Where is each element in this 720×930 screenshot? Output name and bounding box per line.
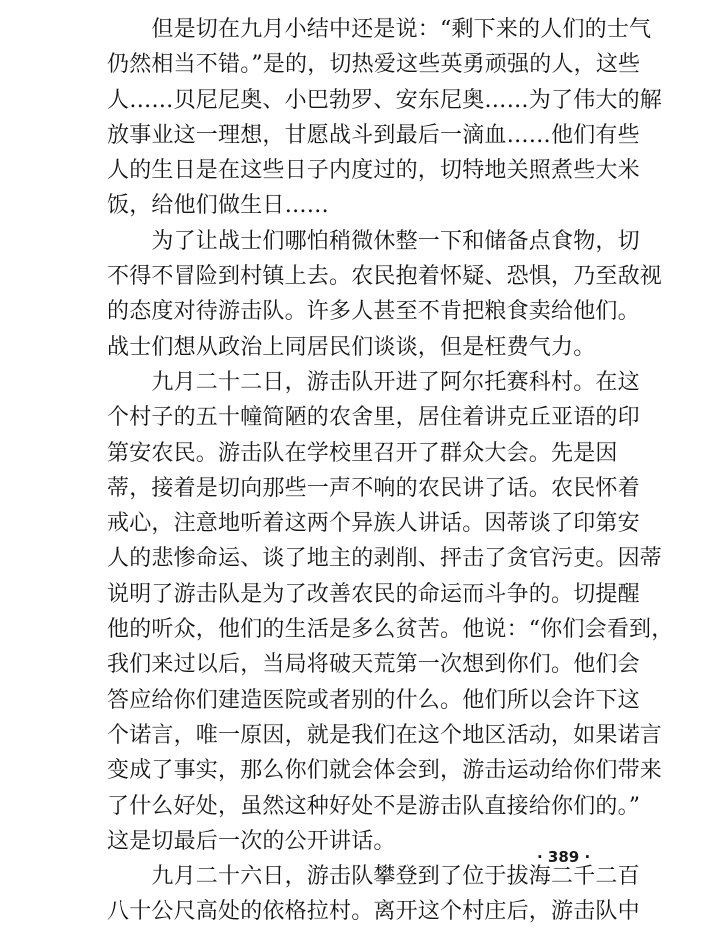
text-line: 答应给你们建造医院或者别的什么。他们所以会许下这 xyxy=(107,687,640,713)
text-line: 这是切最后一次的公开讲话。 xyxy=(107,828,396,854)
text-line: 的态度对待游击队。许多人甚至不肯把粮食卖给他们。 xyxy=(107,299,640,325)
text-line: 蒂，接着是切向那些一声不响的农民讲了话。农民怀着 xyxy=(107,475,640,501)
text-line: 第安农民。游击队在学校里召开了群众大会。先是因 xyxy=(107,440,618,466)
text-line: 八十公尺高处的依格拉村。离开这个村庄后，游击队中 xyxy=(107,899,640,925)
text-line: 为了让战士们哪怕稍微休整一下和储备点食物，切 xyxy=(107,228,640,254)
text-line: 我们来过以后，当局将破天荒第一次想到你们。他们会 xyxy=(107,652,640,678)
page-number: · 389 · xyxy=(537,848,591,866)
text-line: 戒心，注意地听着这两个异族人讲话。因蒂谈了印第安 xyxy=(107,511,640,537)
text-line: 放事业这一理想，甘愿战斗到最后一滴血……他们有些 xyxy=(107,122,640,148)
text-line: 不得不冒险到村镇上去。农民抱着怀疑、恐惧，乃至敌视 xyxy=(107,264,663,290)
text-line: 个诺言，唯一原因，就是我们在这个地区活动，如果诺言 xyxy=(107,722,663,748)
text-line: 九月二十六日，游击队攀登到了位于拔海二千二百 xyxy=(107,864,640,890)
body-text xyxy=(107,12,674,930)
text-line: 了什么好处，虽然这种好处不是游击队直接给你们的。” xyxy=(107,793,641,819)
text-line: 变成了事实，那么你们就会体会到，游击运动给你们带来 xyxy=(107,758,663,784)
text-line: 饭，给他们做生日…… xyxy=(107,193,330,219)
text-line: 人……贝尼尼奥、小巴勃罗、安东尼奥……为了伟大的解 xyxy=(107,87,663,113)
text-line: 但是切在九月小结中还是说：“剩下来的人们的士气 xyxy=(107,17,652,42)
text-line: 仍然相当不错。”是的，切热爱这些英勇顽强的人，这些 xyxy=(107,52,641,78)
text-line: 人的生日是在这些日子内度过的，切特地关照煮些大米 xyxy=(107,158,640,184)
text-line: 九月二十二日，游击队开进了阿尔托赛科村。在这 xyxy=(107,369,640,395)
text-line: 个村子的五十幢简陋的农舍里，居住着讲克丘亚语的印 xyxy=(107,405,640,431)
text-line: 战士们想从政治上同居民们谈谈，但是枉费气力。 xyxy=(107,334,596,360)
text-line: 人的悲惨命运、谈了地主的剥削、抨击了贪官污吏。因蒂 xyxy=(107,546,663,572)
text-line: 他的听众，他们的生活是多么贫苦。他说：“你们会看到， xyxy=(107,617,674,643)
text-line: 说明了游击队是为了改善农民的命运而斗争的。切提醒 xyxy=(107,581,640,607)
